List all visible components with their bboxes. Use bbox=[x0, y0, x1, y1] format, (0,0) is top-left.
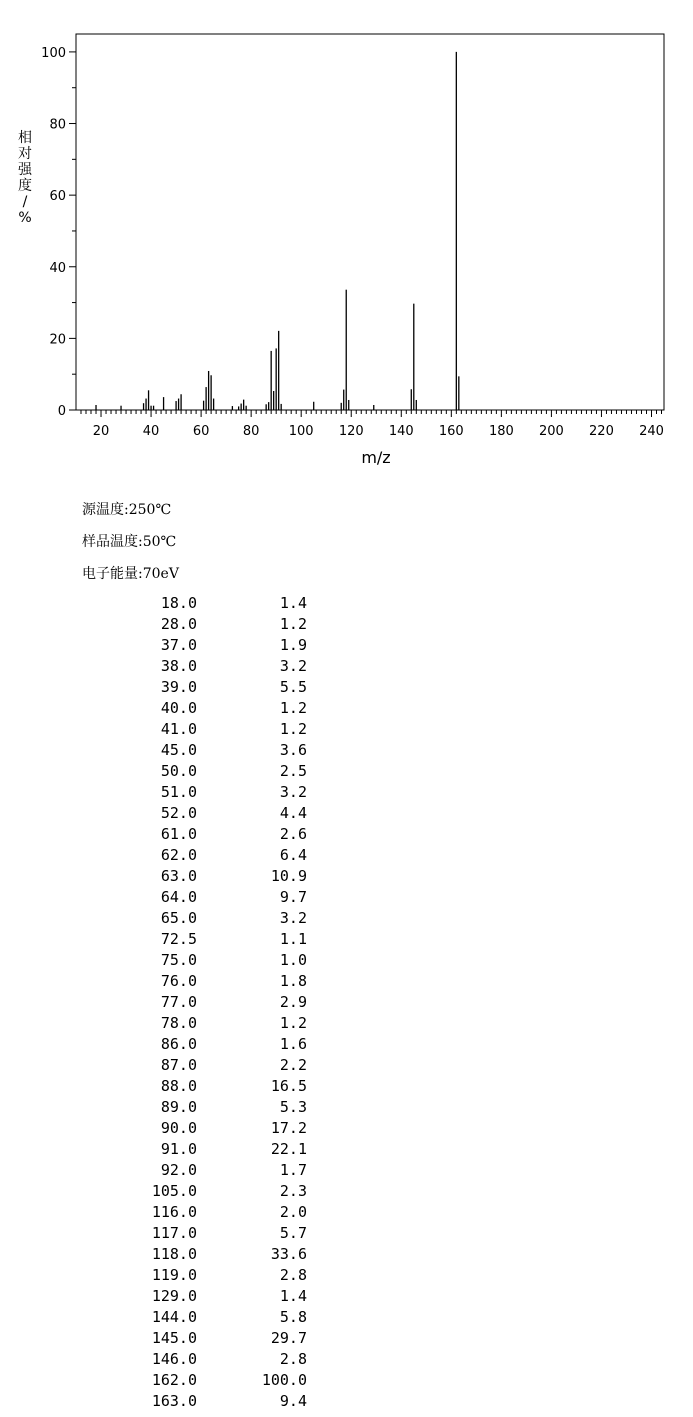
peak-intensity: 33.6 bbox=[270, 1245, 307, 1263]
peak-intensity: 1.1 bbox=[279, 930, 307, 948]
peak-mz: 75.0 bbox=[160, 951, 197, 969]
peak-intensity: 2.8 bbox=[279, 1266, 307, 1284]
source-temperature: 源温度:250℃ bbox=[82, 502, 172, 518]
peak-mz: 50.0 bbox=[160, 762, 197, 780]
peak-mz: 76.0 bbox=[160, 972, 197, 990]
peak-mz: 18.0 bbox=[160, 594, 197, 612]
peak-intensity: 1.4 bbox=[279, 1287, 307, 1305]
peak-mz: 41.0 bbox=[160, 720, 197, 738]
peak-intensity: 1.2 bbox=[279, 699, 307, 717]
peak-intensity: 29.7 bbox=[270, 1329, 307, 1347]
y-tick-label: 0 bbox=[57, 404, 66, 419]
peak-mz: 38.0 bbox=[160, 657, 197, 675]
peak-intensity: 6.4 bbox=[279, 846, 307, 864]
peak-mz: 63.0 bbox=[160, 867, 197, 885]
table-row bbox=[120, 614, 307, 635]
peak-mz: 91.0 bbox=[160, 1140, 197, 1158]
plot-frame bbox=[76, 34, 664, 410]
peak-intensity: 10.9 bbox=[270, 867, 307, 885]
table-row bbox=[120, 1244, 307, 1265]
peak-mz: 116.0 bbox=[151, 1203, 197, 1221]
y-axis-title-char: 相 bbox=[18, 130, 32, 146]
x-tick-label: 80 bbox=[242, 424, 260, 439]
peak-mz: 64.0 bbox=[160, 888, 197, 906]
peak-intensity: 2.6 bbox=[279, 825, 307, 843]
y-axis-title-char: 对 bbox=[18, 146, 32, 162]
x-tick-label: 40 bbox=[142, 424, 160, 439]
axis-labels bbox=[41, 46, 664, 439]
y-axis-title-char: 强 bbox=[18, 162, 32, 178]
peak-intensity: 3.2 bbox=[279, 909, 307, 927]
peak-mz: 62.0 bbox=[160, 846, 197, 864]
peak-mz: 145.0 bbox=[151, 1329, 197, 1347]
table-row bbox=[120, 593, 307, 614]
x-tick-label: 160 bbox=[438, 424, 464, 439]
peak-mz: 129.0 bbox=[151, 1287, 197, 1305]
table-row bbox=[120, 1307, 307, 1328]
peak-intensity: 3.2 bbox=[279, 657, 307, 675]
peak-mz: 117.0 bbox=[151, 1224, 197, 1242]
peak-intensity: 1.4 bbox=[279, 594, 307, 612]
table-row bbox=[120, 929, 307, 950]
table-row bbox=[120, 992, 307, 1013]
table-row bbox=[120, 656, 307, 677]
peak-intensity: 2.3 bbox=[279, 1182, 307, 1200]
peak-mz: 78.0 bbox=[160, 1014, 197, 1032]
peak-mz: 144.0 bbox=[151, 1308, 197, 1326]
peak-mz: 163.0 bbox=[151, 1392, 197, 1410]
spectrum-peaks bbox=[96, 52, 459, 410]
peak-intensity: 3.2 bbox=[279, 783, 307, 801]
peak-mz: 90.0 bbox=[160, 1119, 197, 1137]
peak-mz: 37.0 bbox=[160, 636, 197, 654]
x-tick-label: 100 bbox=[288, 424, 314, 439]
x-axis-title: m/z bbox=[361, 448, 391, 467]
y-tick-label: 60 bbox=[49, 189, 66, 205]
peak-intensity: 1.2 bbox=[279, 615, 307, 633]
y-axis-title-char: % bbox=[18, 210, 32, 226]
table-row bbox=[120, 1181, 307, 1202]
peak-intensity: 2.2 bbox=[279, 1056, 307, 1074]
y-tick-label: 80 bbox=[49, 117, 66, 133]
table-row bbox=[120, 1055, 307, 1076]
x-tick-label: 200 bbox=[538, 424, 564, 439]
x-tick-label: 180 bbox=[488, 424, 514, 439]
table-row bbox=[120, 635, 307, 656]
table-row bbox=[120, 740, 307, 761]
table-row bbox=[120, 1223, 307, 1244]
table-row bbox=[120, 1370, 307, 1391]
peak-mz: 52.0 bbox=[160, 804, 197, 822]
table-row bbox=[120, 1160, 307, 1181]
peak-intensity: 5.7 bbox=[279, 1224, 307, 1242]
table-row bbox=[120, 1202, 307, 1223]
peak-intensity: 3.6 bbox=[279, 741, 307, 759]
peak-mz: 65.0 bbox=[160, 909, 197, 927]
table-row bbox=[120, 761, 307, 782]
peak-intensity: 2.9 bbox=[279, 993, 307, 1011]
table-row bbox=[120, 803, 307, 824]
peak-intensity: 5.8 bbox=[279, 1308, 307, 1326]
peak-mz: 28.0 bbox=[160, 615, 197, 633]
electron-energy: 电子能量:70eV bbox=[82, 566, 179, 582]
peak-intensity: 17.2 bbox=[270, 1119, 307, 1137]
peak-intensity: 100.0 bbox=[261, 1371, 307, 1389]
peak-intensity: 4.4 bbox=[279, 804, 307, 822]
table-row bbox=[120, 1034, 307, 1055]
mass-spectrum-chart bbox=[0, 0, 693, 480]
peak-mz: 45.0 bbox=[160, 741, 197, 759]
table-row bbox=[120, 1265, 307, 1286]
peak-mz: 146.0 bbox=[151, 1350, 197, 1368]
sample-temperature: 样品温度:50℃ bbox=[82, 534, 177, 550]
peak-mz: 92.0 bbox=[160, 1161, 197, 1179]
peak-intensity: 16.5 bbox=[270, 1077, 307, 1095]
table-row bbox=[120, 1013, 307, 1034]
peak-intensity: 1.9 bbox=[279, 636, 307, 654]
peak-mz: 105.0 bbox=[151, 1182, 197, 1200]
peak-mz: 118.0 bbox=[151, 1245, 197, 1263]
peak-intensity: 1.6 bbox=[279, 1035, 307, 1053]
peak-mz: 89.0 bbox=[160, 1098, 197, 1116]
table-row bbox=[120, 971, 307, 992]
peak-intensity: 1.7 bbox=[279, 1161, 307, 1179]
x-tick-label: 240 bbox=[639, 424, 664, 439]
x-tick-label: 60 bbox=[192, 424, 210, 439]
peak-mz: 40.0 bbox=[160, 699, 197, 717]
peak-intensity: 1.0 bbox=[279, 951, 307, 969]
acquisition-conditions bbox=[82, 494, 179, 590]
x-tick-label: 120 bbox=[338, 424, 364, 439]
peak-mz: 162.0 bbox=[151, 1371, 197, 1389]
table-row bbox=[120, 1349, 307, 1370]
y-tick-label: 100 bbox=[41, 45, 66, 61]
x-tick-label: 140 bbox=[388, 424, 414, 439]
peak-mz: 51.0 bbox=[160, 783, 197, 801]
peak-intensity: 1.8 bbox=[279, 972, 307, 990]
table-row bbox=[120, 782, 307, 803]
table-row bbox=[120, 1391, 307, 1412]
peak-mz: 72.5 bbox=[160, 930, 197, 948]
x-tick-label: 20 bbox=[92, 424, 110, 439]
table-row bbox=[120, 1076, 307, 1097]
y-axis-title-char: / bbox=[22, 194, 28, 210]
peak-intensity: 2.5 bbox=[279, 762, 307, 780]
peak-mz: 87.0 bbox=[160, 1056, 197, 1074]
table-row bbox=[120, 1097, 307, 1118]
table-row bbox=[120, 950, 307, 971]
x-tick-label: 220 bbox=[589, 424, 614, 439]
table-row bbox=[120, 845, 307, 866]
table-row bbox=[120, 887, 307, 908]
peak-intensity: 9.7 bbox=[279, 888, 307, 906]
axis-ticks bbox=[69, 52, 661, 417]
peak-table bbox=[120, 593, 307, 1412]
peak-mz: 39.0 bbox=[160, 678, 197, 696]
peak-intensity: 5.5 bbox=[279, 678, 307, 696]
peak-mz: 86.0 bbox=[160, 1035, 197, 1053]
peak-mz: 88.0 bbox=[160, 1077, 197, 1095]
table-row bbox=[120, 698, 307, 719]
y-axis-title-char: 度 bbox=[18, 178, 32, 194]
table-row bbox=[120, 866, 307, 887]
table-row bbox=[120, 824, 307, 845]
peak-mz: 119.0 bbox=[151, 1266, 197, 1284]
peak-intensity: 9.4 bbox=[279, 1392, 307, 1410]
peak-intensity: 1.2 bbox=[279, 1014, 307, 1032]
peak-intensity: 5.3 bbox=[279, 1098, 307, 1116]
table-row bbox=[120, 1328, 307, 1349]
table-row bbox=[120, 1286, 307, 1307]
table-row bbox=[120, 1139, 307, 1160]
y-tick-label: 40 bbox=[49, 260, 66, 276]
y-tick-label: 20 bbox=[49, 332, 66, 348]
peak-intensity: 2.8 bbox=[279, 1350, 307, 1368]
table-row bbox=[120, 677, 307, 698]
table-row bbox=[120, 908, 307, 929]
peak-intensity: 1.2 bbox=[279, 720, 307, 738]
table-row bbox=[120, 1118, 307, 1139]
peak-intensity: 22.1 bbox=[270, 1140, 307, 1158]
peak-mz: 61.0 bbox=[160, 825, 197, 843]
table-row bbox=[120, 719, 307, 740]
peak-intensity: 2.0 bbox=[279, 1203, 307, 1221]
peak-mz: 77.0 bbox=[160, 993, 197, 1011]
